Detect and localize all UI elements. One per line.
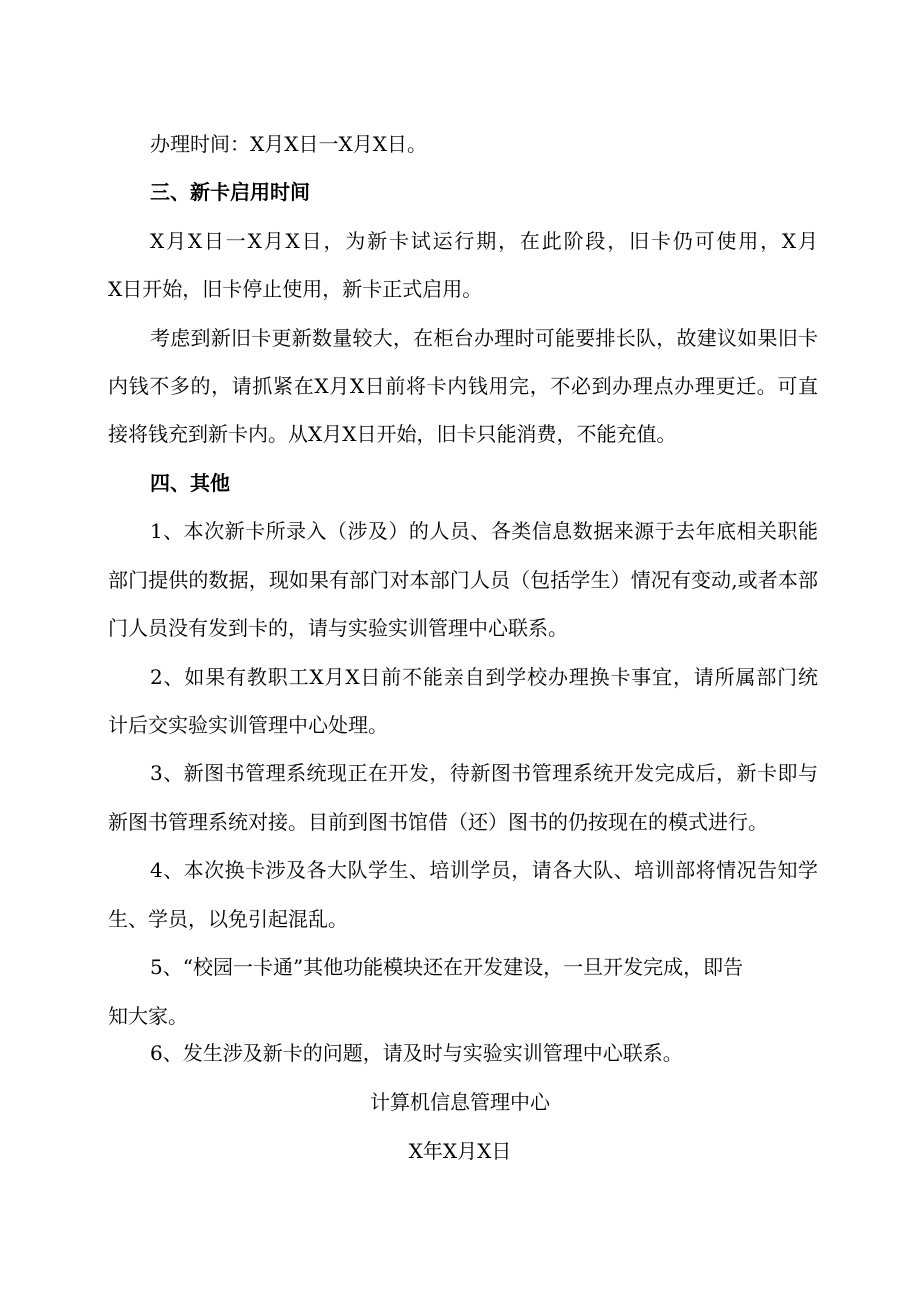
paragraph-line: X月X日一X月X日，为新卡试运行期，在此阶段，旧卡仍可使用，X月 [150,229,818,253]
list-item-line: 生、学员，以免引起混乱。 [108,907,348,931]
signature-organization: 计算机信息管理中心 [370,1090,550,1114]
list-item-line: 1、本次新卡所录入（涉及）的人员、各类信息数据来源于去年底相关职能 [150,519,818,543]
list-item-line: 4、本次换卡涉及各大队学生、培训学员，请各大队、培训部将情况告知学 [150,858,818,882]
list-item-line: 门人员没有发到卡的，请与实验实训管理中心联系。 [108,616,568,640]
list-item-line: 新图书管理系统对接。目前到图书馆借（还）图书的仍按现在的模式进行。 [108,810,768,834]
section-heading-3: 三、新卡启用时间 [150,180,310,204]
list-item-line: 知大家。 [108,1004,188,1028]
list-item-line: 5、“校园一卡通”其他功能模块还在开发建设，一旦开发完成，即告 [150,955,744,979]
handling-time-line: 办理时间：X月X日一X月X日。 [150,132,427,156]
paragraph-line: 内钱不多的，请抓紧在X月X日前将卡内钱用完，不必到办理点办理更迁。可直 [108,374,818,398]
signature-date: X年X月X日 [408,1139,512,1163]
section-heading-4: 四、其他 [150,471,230,495]
paragraph-line: 接将钱充到新卡内。从X月X日开始，旧卡只能消费，不能充值。 [108,422,677,446]
list-item-line: 部门提供的数据，现如果有部门对本部门人员（包括学生）情况有变动,或者本部 [108,568,818,592]
list-item-line: 3、新图书管理系统现正在开发，待新图书管理系统开发完成后，新卡即与 [150,761,818,785]
list-item-line: 2、如果有教职工X月X日前不能亲自到学校办理换卡事宜，请所属部门统 [150,665,818,689]
paragraph-line: 考虑到新旧卡更新数量较大，在柜台办理时可能要排长队，故建议如果旧卡 [150,326,818,350]
list-item-line: 计后交实验实训管理中心处理。 [108,713,388,737]
list-item-line: 6、发生涉及新卡的问题，请及时与实验实训管理中心联系。 [150,1041,683,1065]
paragraph-line: X日开始，旧卡停止使用，新卡正式启用。 [108,277,483,301]
